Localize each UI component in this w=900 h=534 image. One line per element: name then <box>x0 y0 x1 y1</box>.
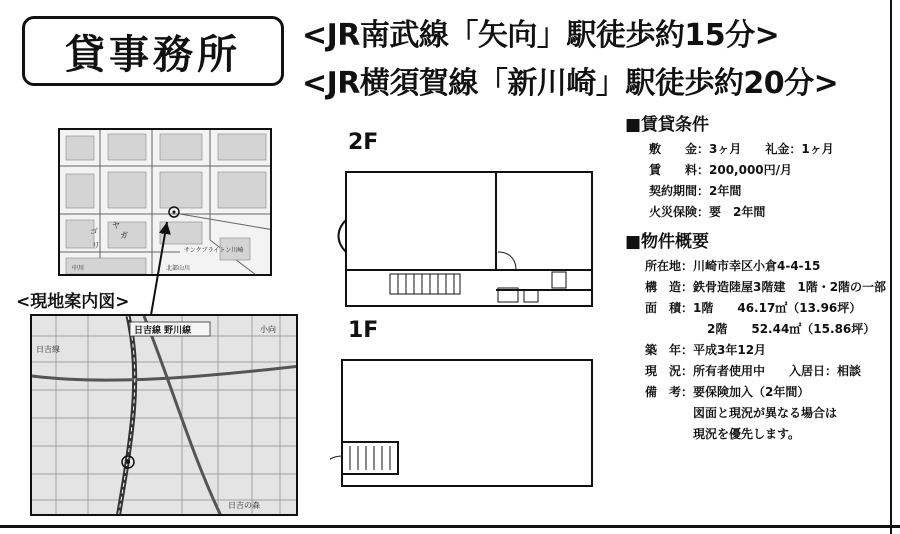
rental-term-row: 賃 料：200,000円/月 <box>649 163 793 177</box>
detail-map <box>58 128 272 276</box>
property-row: 2階 52.44㎡（15.86坪） <box>707 322 876 336</box>
property-row: 備 考：要保険加入（2年間） <box>645 385 810 399</box>
right-border <box>890 0 892 534</box>
property-row: 現 況：所有者使用中 入居日：相談 <box>645 364 862 378</box>
detail-map-drawing <box>60 130 272 276</box>
rental-terms-heading: ■賃貸条件 <box>625 115 710 135</box>
map-text: ヤ <box>112 221 120 230</box>
area-map-drawing <box>32 316 298 516</box>
rental-term-row: 敷 金：3ヶ月 礼金：1ヶ月 <box>649 142 834 156</box>
property-row: 図面と現況が異なる場合は <box>693 406 838 420</box>
map-label: <現地案内図> <box>16 292 130 312</box>
map-text: シ <box>160 227 168 236</box>
map-text: 日吉の森 <box>228 501 260 510</box>
map-text: 中川 <box>72 265 85 272</box>
station-access-1: <JR南武線「矢向」駅徒歩約15分> <box>302 18 780 53</box>
map-text: 北部山川 <box>166 265 191 272</box>
property-row: 構 造：鉄骨造陸屋3階建 1階・2階の一部 <box>645 280 887 294</box>
rental-term-row: 契約期間：2年間 <box>649 184 742 198</box>
property-overview-heading: ■物件概要 <box>625 232 710 252</box>
bottom-border <box>0 525 900 528</box>
property-row: 築 年：平成3年12月 <box>645 343 767 357</box>
rental-info <box>625 110 897 445</box>
floor-plan-2f <box>339 172 593 306</box>
rental-term-row: 火災保険：要 2年間 <box>649 205 766 219</box>
map-text: 日吉線 <box>36 345 60 354</box>
property-row: 面 積：1階 46.17㎡（13.96坪） <box>645 301 862 315</box>
page-title: 貸事務所 <box>22 16 284 86</box>
map-text: ガ <box>120 231 128 240</box>
floor-label-1f: 1F <box>348 318 379 343</box>
map-text: ゴ <box>90 227 98 236</box>
map-text: 日吉線 野川線 <box>134 326 192 336</box>
floor-label-2f: 2F <box>348 130 379 155</box>
floor-plan-1f <box>342 360 592 486</box>
station-access-2: <JR横須賀線「新川崎」駅徒歩約20分> <box>302 66 839 101</box>
property-row: 所在地：川崎市幸区小倉4-4-15 <box>645 259 821 273</box>
area-map <box>30 314 298 516</box>
floor-plans <box>330 160 610 490</box>
map-text: 小向 <box>260 325 276 334</box>
map-text: サンクブライトン川崎 <box>184 247 244 254</box>
property-row: 現況を優先します。 <box>693 427 801 441</box>
map-text: リ <box>92 241 100 250</box>
